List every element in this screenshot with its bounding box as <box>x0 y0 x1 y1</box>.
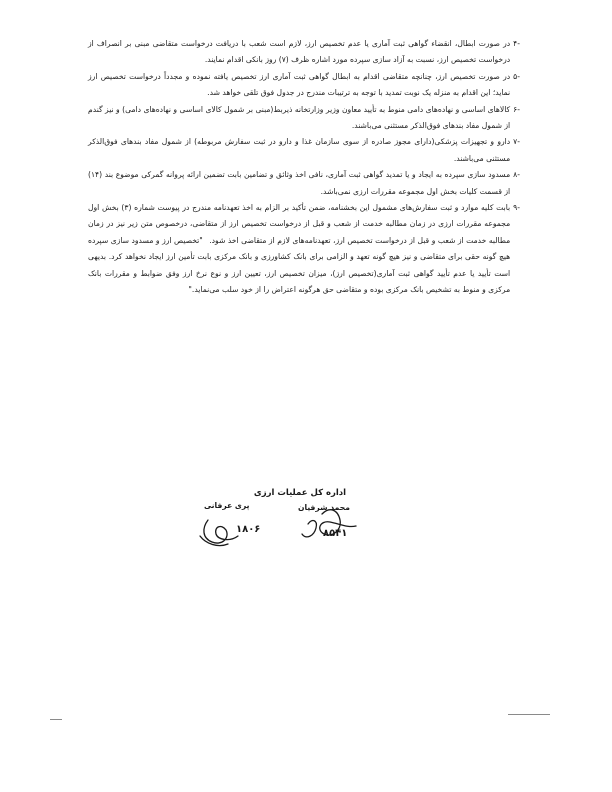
department-name: اداره کل عملیات ارزی <box>253 488 347 498</box>
signer-code-2: ۱۸۰۶ <box>236 524 261 535</box>
signer-name-2: پری عرفانی <box>204 501 250 510</box>
signature-stroke-3 <box>204 520 238 543</box>
item-number: -۶ <box>513 104 520 114</box>
item-number: -۹ <box>513 203 520 213</box>
item-9-text: بابت کلیه موارد و ثبت سفارش‌های مشمول این بخشنامه، ضمن تأکید بر الزام به اخذ تعهدنامه مندرج در پیوست شماره (۳) بخش اول مجموعه مقررات ارزی در زمان مطالبه خدمت از شعب و قبل از درخواست تخصیص ارز از متقاضی، درخصوص متن زیر نیز در زمان مطالبه خدمت از شعب و قبل از درخواست تخصیص ارز، تعهدنامه‌های لازم از متقاضی اخذ شود. <box>88 203 511 245</box>
quoted-commitment-text: "تخصیص ارز و مسدود سازی سپرده هیچ گونه حقی برای متقاضی و نیز هیچ گونه تعهد و الزامی برای بانک کشاورزی و بانک مرکزی بابت تأمین ارز ایجاد نخواهد کرد. بدیهی است تأیید یا عدم تأیید گواهی ثبت آماری(تخصیص ارز)، میزان تخصیص ارز، تعیین ارز و نوع نرخ ارز وفق ضوابط و مقررات بانک مرکزی و منوط به تشخیص بانک مرکزی بوده و متقاضی حق هرگونه اعتراض را از خود سلب می‌نماید." <box>88 235 511 295</box>
item-number: -۵ <box>513 71 520 81</box>
item-text: کالاهای اساسی و نهاده‌های دامی منوط به تأیید معاون وزیر وزارتخانه ذیربط(مبنی بر شمول کالای اساسی و نهاده‌های دامی) و نیز گندم از شمول مفاد بندهای فوق‌الذکر مستثنی می‌باشند. <box>88 104 511 131</box>
item-text: در صورت ابطال، انقضاء گواهی ثبت آماری یا عدم تخصیص ارز، لازم است شعب با دریافت درخواست متقاضی مبنی بر انصراف از درخواست تخصیص ارز، نسبت به آزاد سازی سپرده مورد اشاره ظرف (۷) روز بانکی اقدام نمایند. <box>88 39 511 65</box>
signer-name-1: محمد شرفیان <box>298 503 350 512</box>
handwritten-signature <box>180 498 380 558</box>
item-number: -۸ <box>513 170 520 180</box>
margin-mark-left <box>50 719 62 720</box>
item-number: -۴ <box>513 39 520 48</box>
item-number: -۷ <box>513 137 520 147</box>
item-text: مسدود سازی سپرده به ایجاد و یا تمدید گواهی ثبت آماری، نافی اخذ وثائق و تضامین بابت تضمین ارائه پروانه گمرکی موضوع بند (۱۴) از قسمت کلیات بخش اول مجموعه مقررات ارزی نمی‌باشد. <box>88 170 511 196</box>
item-text: دارو و تجهیزات پزشکی(دارای مجوز صادره از سوی سازمان غذا و دارو در ثبت سفارش مربوطه) از شمول مفاد بندهای فوق‌الذکر مستثنی می‌باشند. <box>88 137 511 163</box>
item-text: در صورت تخصیص ارز، چنانچه متقاضی اقدام به ابطال گواهی ثبت آماری ارز تخصیص یافته نموده و مجدداً درخواست تخصیص ارز نماید؛ این اقدام به منزله یک نوبت تمدید با توجه به ترتیبات مندرج در جدول فوق تلقی خواهد شد. <box>88 71 511 98</box>
margin-mark-right <box>508 714 550 715</box>
signature-stroke-2 <box>302 521 316 537</box>
signer-code-1: ۸۵۴۱ <box>323 528 348 539</box>
